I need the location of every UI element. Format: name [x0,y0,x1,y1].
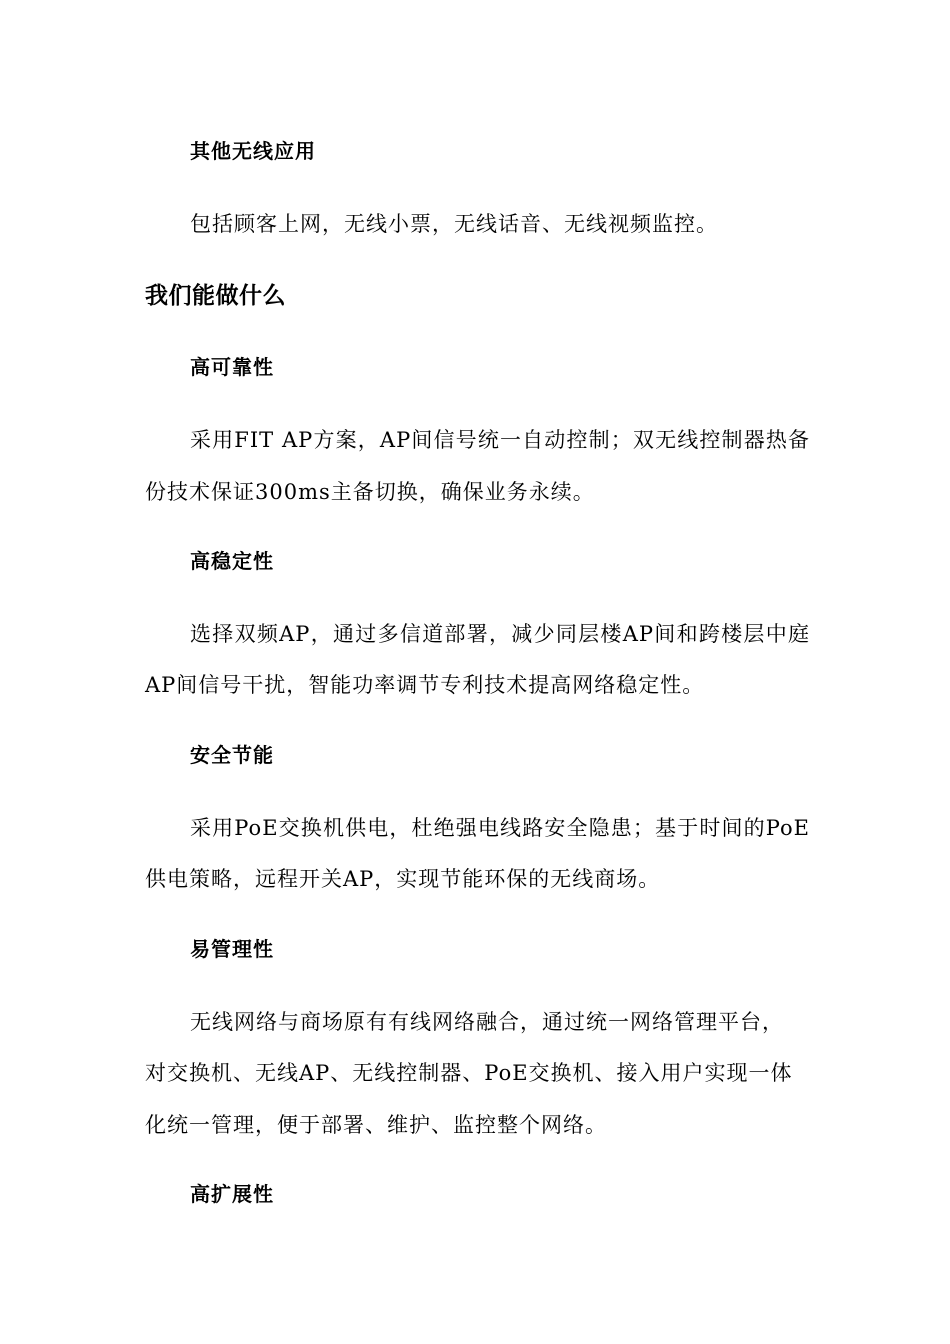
paragraph-line: 无线网络与商场原有有线网络融合，通过统一网络管理平台， [190,1010,784,1034]
section-heading-easy-management: 易管理性 [190,937,274,961]
paragraph-line: AP间信号干扰，智能功率调节专利技术提高网络稳定性。 [145,673,705,697]
paragraph-line: 供电策略，远程开关AP，实现节能环保的无线商场。 [145,867,661,891]
section-heading-high-scalability: 高扩展性 [190,1182,274,1206]
paragraph-line: 化统一管理，便于部署、维护、监控整个网络。 [145,1113,607,1137]
paragraph-line: 采用FIT AP方案，AP间信号统一自动控制；双无线控制器热备 [190,428,810,452]
section-heading-high-reliability: 高可靠性 [190,355,274,379]
paragraph-line: 包括顾客上网，无线小票，无线话音、无线视频监控。 [190,212,718,236]
section-heading-other-wireless: 其他无线应用 [190,139,316,163]
paragraph-line: 份技术保证300ms主备切换，确保业务永续。 [145,480,595,504]
section-heading-safety-energy: 安全节能 [190,743,274,767]
paragraph-line: 对交换机、无线AP、无线控制器、PoE交换机、接入用户实现一体 [145,1061,793,1085]
paragraph-line: 采用PoE交换机供电，杜绝强电线路安全隐患；基于时间的PoE [190,816,810,840]
paragraph-line: 选择双频AP，通过多信道部署，减少同层楼AP间和跨楼层中庭 [190,622,810,646]
section-heading-high-stability: 高稳定性 [190,549,274,573]
main-heading-what-we-do: 我们能做什么 [145,282,286,309]
